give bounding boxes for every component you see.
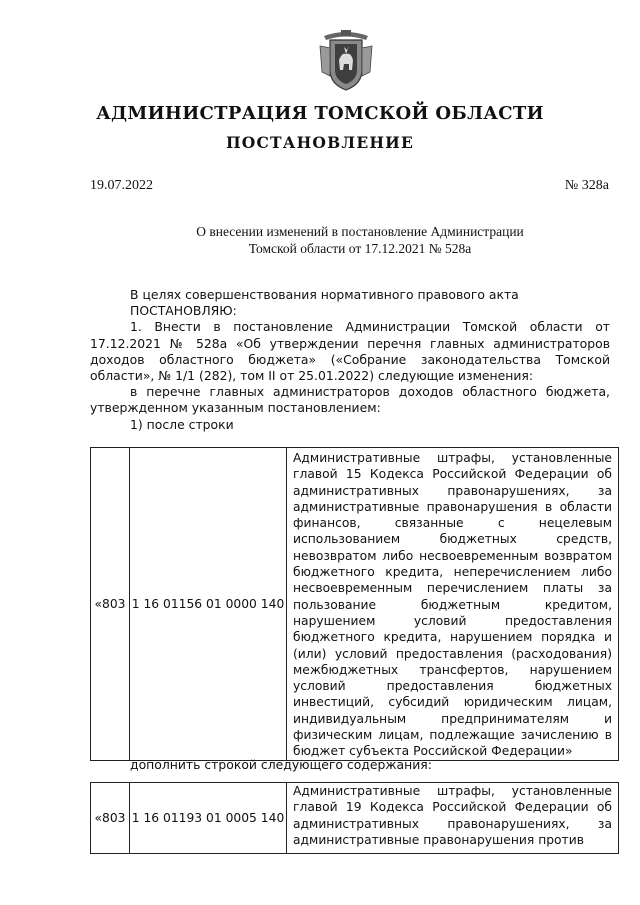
body-paragraph-2: ПОСТАНОВЛЯЮ: xyxy=(130,303,237,319)
revenue-description-cell: Административные штрафы, установленные главой 15 Кодекса Российской Федерации об административных правонарушениях, за административные правонарушения в области финансов, связанные с нецелевым использованием бюджетных средств, невозвратом либо несвоевременным возвратом бюджетного кредита, неперечислением либо несвоевременным перечислением платы за пользование бюджетным кредитом, нарушением условий предоставления бюджетного кредита, нарушением порядка и (или) условий предоставления (расходования) межбюджетных трансфертов, нарушением условий предоставления бюджетных инвестиций, субсидий юридическим лицам, индивидуальным предпринимателям и физическим лицам, подлежащие зачислению в бюджет субъекта Российской Федерации» xyxy=(287,448,619,761)
revenue-table-row-1 xyxy=(90,447,619,761)
document-type: ПОСТАНОВЛЕНИЕ xyxy=(225,133,415,152)
document-subject xyxy=(150,223,570,257)
kbk-code-cell: 1 16 01193 01 0005 140 xyxy=(130,783,287,854)
admin-code-cell: «803 xyxy=(91,783,130,854)
organization-title: АДМИНИСТРАЦИЯ ТОМСКОЙ ОБЛАСТИ xyxy=(96,103,544,124)
tomsk-coat-of-arms-icon xyxy=(316,26,376,96)
revenue-table-row-2 xyxy=(90,782,619,854)
subject-line-2: Томской области от 17.12.2021 № 528а xyxy=(248,241,472,256)
subject-line-1: О внесении изменений в постановление Администрации xyxy=(196,224,524,239)
document-body xyxy=(90,287,610,433)
revenue-description-cell: Административные штрафы, установленные главой 19 Кодекса Российской Федерации об административных правонарушениях, за административные правонарушения против xyxy=(287,783,619,854)
document-date: 19.07.2022 xyxy=(90,178,153,193)
body-paragraph-3: 1. Внести в постановление Администрации Томской области от 17.12.2021 № 528а «Об утверждении перечня главных администраторов доходов областного бюджета» («Собрание законодательства Томской области», № 1/1 (282), том II от 25.01.2022) следующие изменения: xyxy=(90,319,610,384)
body-paragraph-4: в перечне главных администраторов доходов областного бюджета, утвержденном указанным постановлением: xyxy=(90,384,610,416)
admin-code-cell: «803 xyxy=(91,448,130,761)
body-paragraph-5: 1) после строки xyxy=(130,416,234,432)
document-number: № 328а xyxy=(564,178,609,193)
body-paragraph-6: дополнить строкой следующего содержания: xyxy=(130,757,432,772)
kbk-code-cell: 1 16 01156 01 0000 140 xyxy=(130,448,287,761)
body-paragraph-1: В целях совершенствования нормативного правового акта xyxy=(130,287,519,302)
